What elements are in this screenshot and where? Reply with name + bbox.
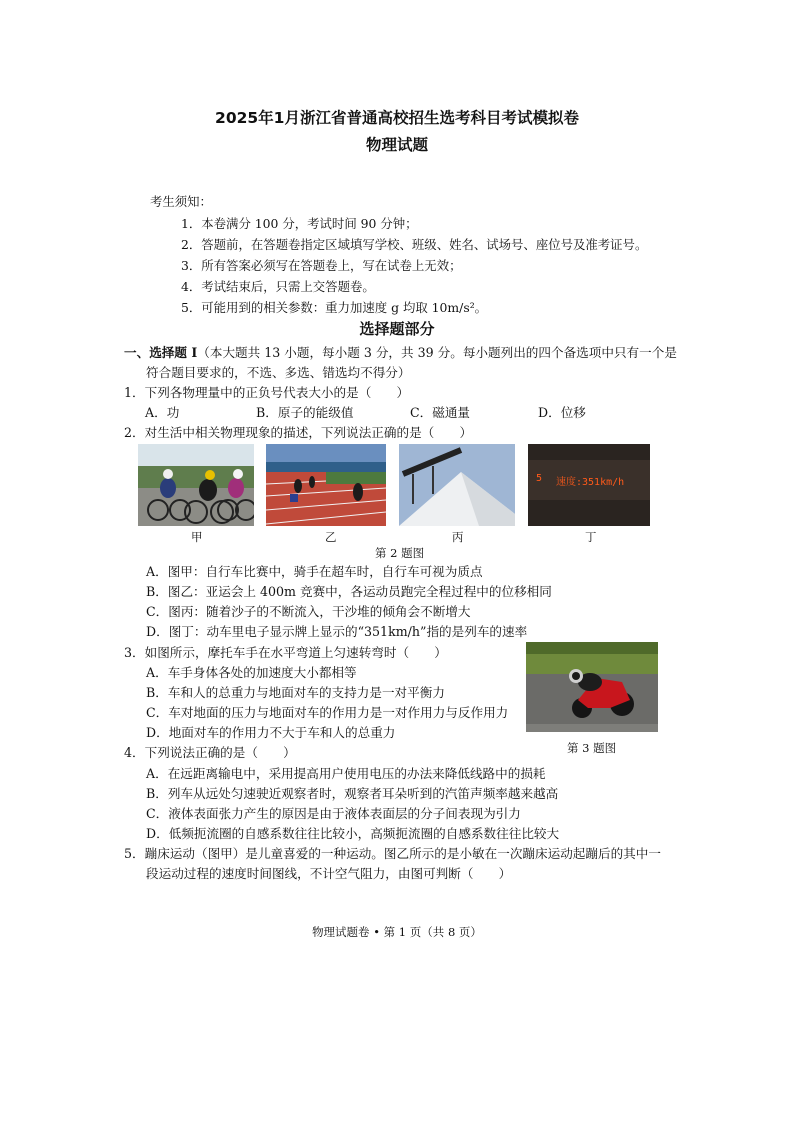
- section-heading-rest: （本大题共 13 小题，每小题 3 分，共 39 分。每小题列出的四个备选项中只有一个是: [197, 345, 677, 360]
- q3-option-c: C．车对地面的压力与地面对车的作用力是一对作用力与反作用力: [146, 705, 509, 720]
- q3-caption: 第 3 题图: [567, 741, 617, 755]
- notice-item: 3．所有答案必须写在答题卷上，写在试卷上无效；: [181, 258, 462, 273]
- q2-option-b: B．图乙：亚运会上 400m 竞赛中，各运动员跑完全程过程中的位移相同: [146, 584, 552, 599]
- q3-option-d: D．地面对车的作用力不大于车和人的总重力: [146, 725, 396, 740]
- notice-item: 4．考试结束后，只需上交答题卷。: [181, 279, 375, 294]
- q1-option-d: D．位移: [538, 405, 586, 420]
- q3-option-a: A．车手身体各处的加速度大小都相等: [146, 665, 357, 680]
- q2-option-c: C．图丙：随着沙子的不断流入，干沙堆的倾角会不断增大: [146, 604, 471, 619]
- exam-subject: 物理试题: [365, 136, 428, 154]
- page-footer: 物理试题卷 • 第 1 页（共 8 页）: [312, 925, 482, 939]
- q2-image-label: 乙: [325, 530, 337, 544]
- q2-image-sand-pile: [399, 444, 515, 526]
- q2-image-label: 丙: [452, 530, 464, 544]
- q2-stem: 2．对生活中相关物理现象的描述，下列说法正确的是（ ）: [124, 425, 473, 440]
- q2-image-train-display: [528, 444, 650, 526]
- q4-option-d: D．低频扼流圈的自感系数往往比较小，高频扼流圈的自感系数往往比较大: [146, 826, 560, 841]
- exam-title: 2025年1月浙江省普通高校招生选考科目考试模拟卷: [215, 109, 579, 127]
- q1-option-c: C．磁通量: [410, 405, 471, 420]
- q2-option-d: D．图丁：动车里电子显示牌上显示的“351km/h”指的是列车的速率: [146, 624, 528, 639]
- section-heading-line2: 符合题目要求的，不选、多选、错选均不得分）: [146, 365, 411, 380]
- notice-item: 2．答题前，在答题卷指定区域填写学校、班级、姓名、试场号、座位号及准考证号。: [181, 237, 648, 252]
- q1-stem: 1．下列各物理量中的正负号代表大小的是（ ）: [124, 385, 410, 400]
- q2-image-label: 丁: [585, 530, 597, 544]
- q4-stem: 4．下列说法正确的是（ ）: [124, 745, 296, 760]
- notice-item: 5．可能用到的相关参数：重力加速度 g 均取 10m/s²。: [181, 300, 488, 315]
- q3-image-motorcycle: [526, 642, 658, 732]
- display-speed-text: 速度:351km/h: [556, 477, 625, 488]
- q2-image-runners: [266, 444, 386, 526]
- display-number: 5: [536, 473, 543, 484]
- q2-image-label: 甲: [191, 530, 203, 544]
- notice-heading: 考生须知：: [150, 194, 212, 209]
- q2-image-cyclists: [138, 444, 254, 526]
- q2-caption: 第 2 题图: [375, 546, 425, 560]
- q3-stem: 3．如图所示，摩托车手在水平弯道上匀速转弯时（ ）: [124, 645, 447, 660]
- q4-option-c: C．液体表面张力产生的原因是由于液体表面层的分子间表现为引力: [146, 806, 521, 821]
- q1-option-a: A．功: [145, 405, 180, 420]
- notice-item: 1．本卷满分 100 分，考试时间 90 分钟；: [181, 216, 418, 231]
- q5-stem-line2: 段运动过程的速度时间图线，不计空气阻力，由图可判断（ ）: [146, 866, 512, 881]
- q2-option-a: A．图甲：自行车比赛中，骑手在超车时，自行车可视为质点: [146, 564, 483, 579]
- q1-option-b: B．原子的能级值: [256, 405, 354, 420]
- q5-stem-line1: 5．蹦床运动（图甲）是儿童喜爱的一种运动。图乙所示的是小敏在一次蹦床运动起蹦后的其中一: [124, 846, 661, 861]
- q4-option-b: B．列车从远处匀速驶近观察者时，观察者耳朵听到的汽笛声频率越来越高: [146, 786, 559, 801]
- section-heading: [124, 345, 677, 361]
- q3-option-b: B．车和人的总重力与地面对车的支持力是一对平衡力: [146, 685, 445, 700]
- section-heading-bold: 一、选择题 I: [124, 345, 198, 360]
- q4-option-a: A．在远距离输电中，采用提高用户使用电压的办法来降低线路中的损耗: [146, 766, 546, 781]
- section-title: 选择题部分: [359, 320, 435, 338]
